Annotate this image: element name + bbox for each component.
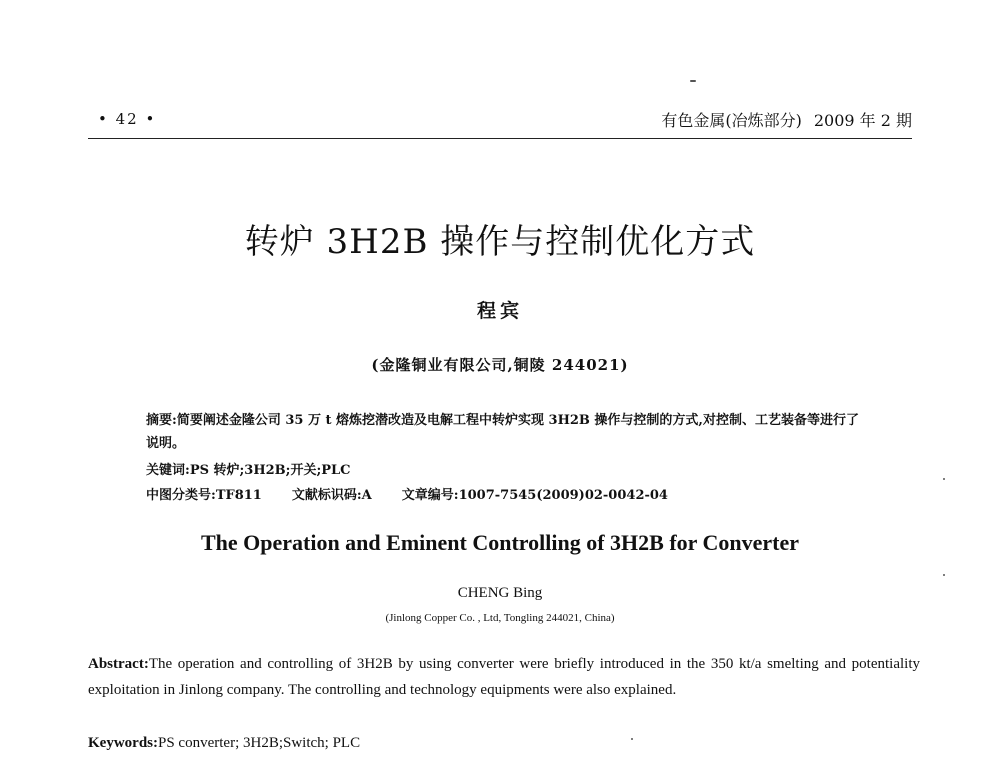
author-en: CHENG Bing (457, 585, 543, 601)
keywords-en (88, 730, 920, 756)
title-cn: 转炉 3H2B 操作与控制优化方式 (244, 222, 756, 262)
keywords-en-label: Keywords: (88, 735, 158, 751)
running-header (88, 106, 912, 136)
title-en: The Operation and Eminent Controlling of 3H2B for Converter (200, 530, 800, 555)
article-no-value: 1007-7545(2009)02-0042-04 (458, 488, 668, 503)
clc-label: 中图分类号: (146, 488, 216, 503)
scan-speck (943, 478, 945, 480)
abstract-en-text: The operation and controlling of 3H2B by using converter were briefly introduced in the 350 kt/a smelting and potentiality exploitation in Jinlong company. The controlling and technology equipments were also explained. (88, 656, 920, 698)
keywords-cn-text: PS 转炉;3H2B;开关;PLC (189, 463, 351, 478)
journal-name: 有色金属(冶炼部分) (661, 111, 802, 130)
keywords-cn (146, 459, 866, 482)
scan-speck (631, 738, 633, 740)
keywords-en-text: PS converter; 3H2B;Switch; PLC (158, 735, 361, 751)
journal-issue: 2009 年 2 期 (813, 111, 912, 130)
abstract-cn (146, 409, 866, 455)
affiliation-cn: (金隆铜业有限公司,铜陵 244021) (371, 356, 629, 374)
keywords-cn-label: 关键词: (146, 463, 190, 478)
page-number: • 42 • (98, 110, 157, 128)
clc-value: TF811 (215, 488, 262, 503)
abstract-en-label: Abstract: (88, 656, 149, 672)
abstract-en (88, 651, 920, 703)
doc-code-label: 文献标识码: (291, 488, 362, 503)
header-rule (88, 138, 912, 139)
scan-speck (943, 574, 945, 576)
affiliation-en: (Jinlong Copper Co. , Ltd, Tongling 244021, China) (385, 612, 615, 624)
abstract-cn-text: 简要阐述金隆公司 35 万 t 熔炼挖潜改造及电解工程中转炉实现 3H2B 操作与控制的方式,对控制、工艺装备等进行了说明。 (146, 413, 859, 451)
classification-line (146, 484, 866, 507)
doc-code-value: A (361, 488, 372, 503)
article-no-label: 文章编号: (401, 488, 459, 503)
scan-speck (690, 80, 696, 82)
abstract-cn-label: 摘要: (146, 413, 177, 428)
author-cn: 程宾 (476, 300, 523, 322)
journal-info (661, 108, 912, 131)
